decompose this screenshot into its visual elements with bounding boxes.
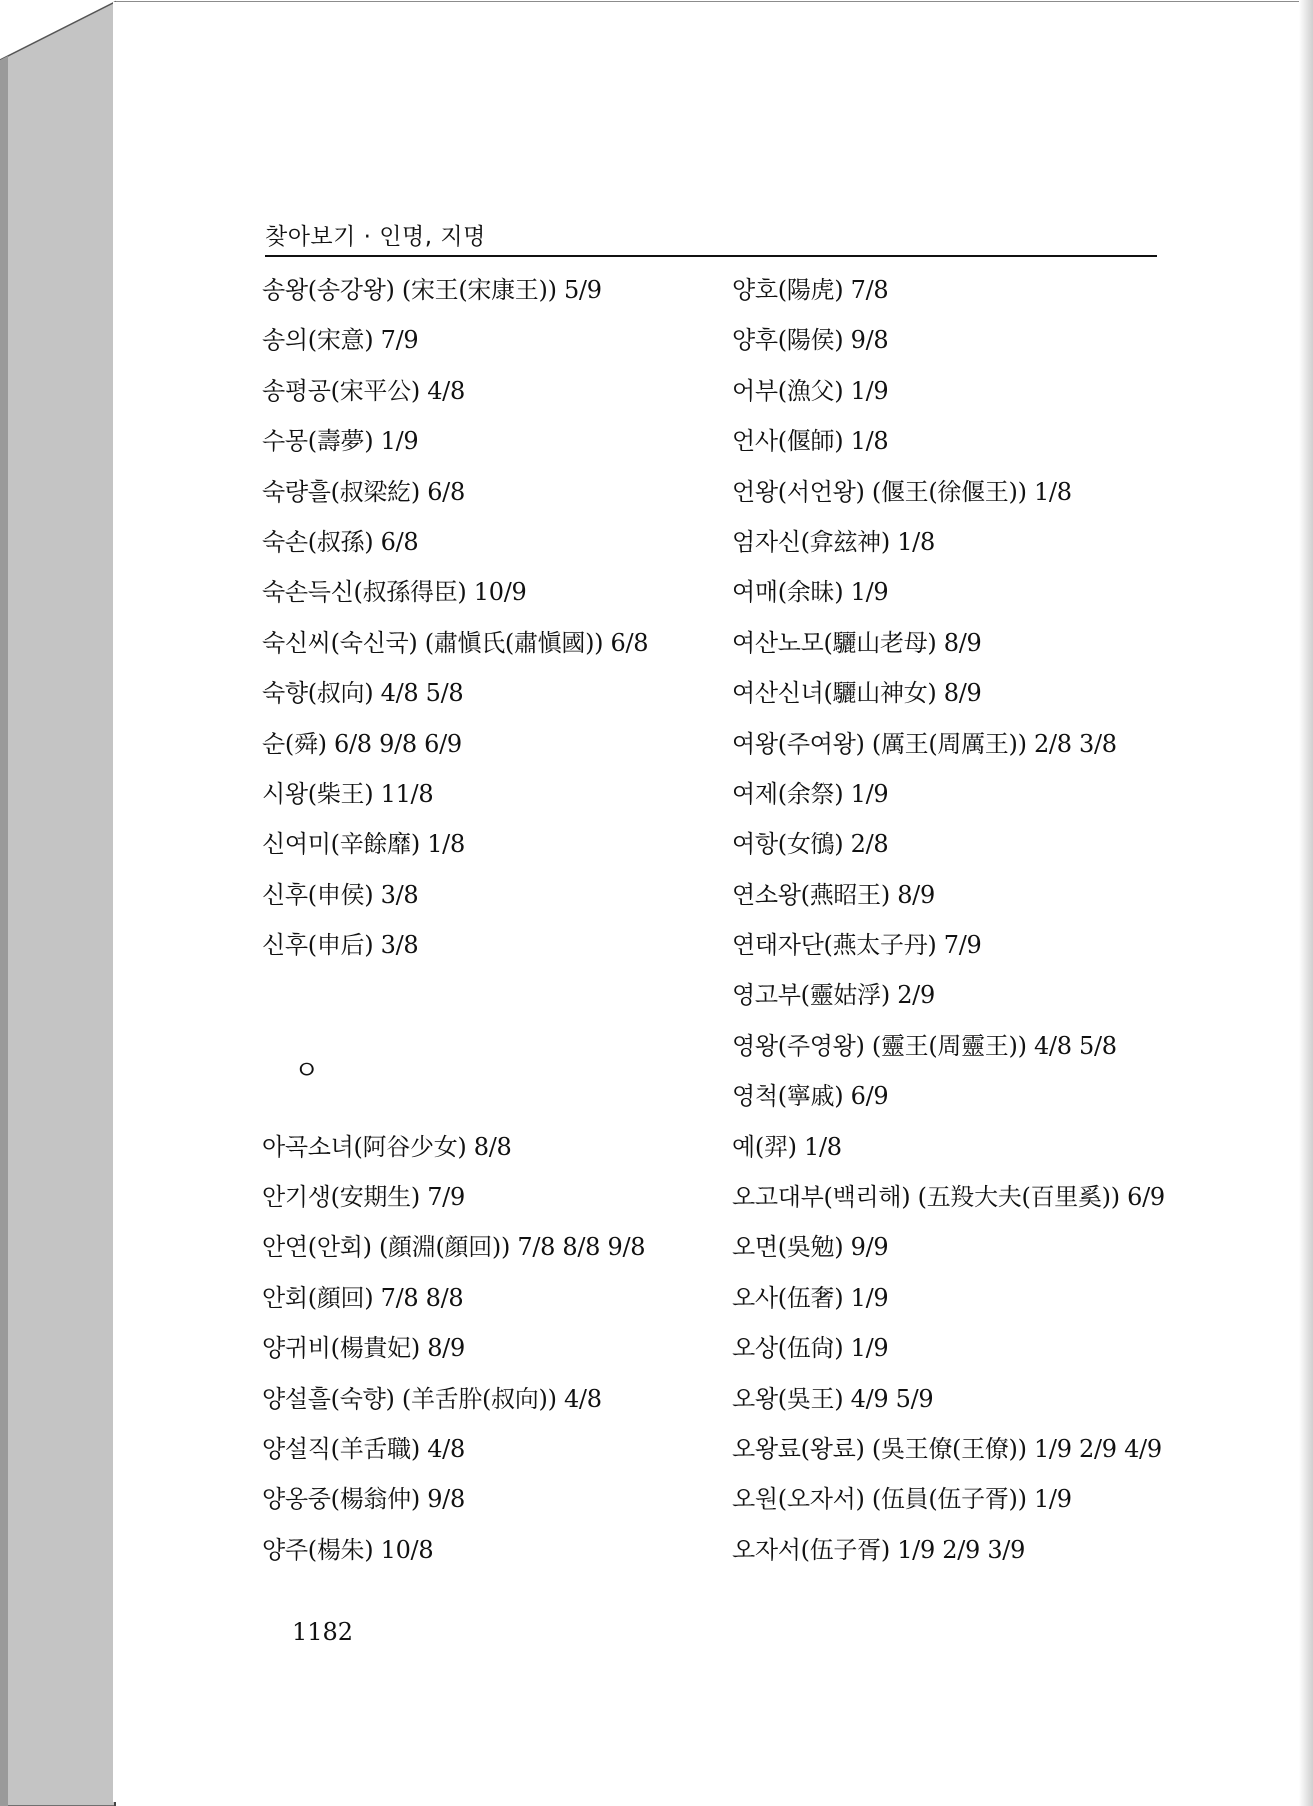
index-entry: 여산신녀(驪山神女) 8/9 <box>732 679 982 708</box>
index-entry: 송의(宋意) 7/9 <box>262 326 419 355</box>
index-entry: 숙량흘(叔梁紇) 6/8 <box>262 477 465 506</box>
index-entry: 어부(漁父) 1/9 <box>732 376 889 405</box>
index-entry: 예(羿) 1/8 <box>732 1132 842 1161</box>
index-entry: 오고대부(백리해) (五羖大夫(百里奚)) 6/9 <box>732 1183 1165 1212</box>
index-entry: 오자서(伍子胥) 1/9 2/9 3/9 <box>732 1535 1026 1564</box>
index-entry: 오사(伍奢) 1/9 <box>732 1283 889 1312</box>
index-entry: 수몽(壽夢) 1/9 <box>262 427 419 456</box>
index-entry: 양귀비(楊貴妃) 8/9 <box>262 1334 465 1363</box>
index-entry: 영왕(주영왕) (靈王(周靈王)) 4/8 5/8 <box>732 1031 1117 1060</box>
index-entry: 안연(안회) (顔淵(顔回)) 7/8 8/8 9/8 <box>262 1233 646 1262</box>
index-entry: 송왕(송강왕) (宋王(宋康王)) 5/9 <box>262 276 602 304</box>
index-entry: 오면(吳勉) 9/9 <box>732 1233 889 1262</box>
index-entry: 여산노모(驪山老母) 8/9 <box>732 628 982 657</box>
index-entry: 양호(陽虎) 7/8 <box>732 276 889 304</box>
index-entry: 양주(楊朱) 10/8 <box>262 1535 434 1564</box>
index-column-left <box>262 265 702 1575</box>
index-entry: 안회(顔回) 7/8 8/8 <box>262 1283 464 1312</box>
index-entry: 숙손득신(叔孫得臣) 10/9 <box>262 578 527 607</box>
page-edge-shadow <box>1299 0 1313 1806</box>
index-entry: 연태자단(燕太子丹) 7/9 <box>732 931 982 960</box>
index-entry: 양설흘(숙향) (羊舌肸(叔向)) 4/8 <box>262 1384 602 1413</box>
page-number: 1182 <box>292 1618 354 1646</box>
index-entry: 양옹중(楊翁仲) 9/8 <box>262 1485 465 1514</box>
index-entry: 여제(余祭) 1/9 <box>732 779 889 808</box>
running-header <box>265 218 1157 257</box>
index-entry: 숙손(叔孫) 6/8 <box>262 527 419 556</box>
index-entry: 순(舜) 6/8 9/8 6/9 <box>262 729 462 758</box>
header-title: 찾아보기 · 인명, 지명 <box>265 224 486 250</box>
index-column-right <box>732 265 1172 1575</box>
index-entry: 오왕(吳王) 4/9 5/9 <box>732 1384 934 1413</box>
index-entry: 양설직(羊舌職) 4/8 <box>262 1435 465 1463</box>
index-entry: 엄자신(弇玆神) 1/8 <box>732 527 935 556</box>
index-entry: 양후(陽侯) 9/8 <box>732 326 889 355</box>
index-entry: 숙신씨(숙신국) (肅愼氏(肅愼國)) 6/8 <box>262 628 649 657</box>
section-spacer <box>262 970 702 1020</box>
index-entry: 여항(女鴴) 2/8 <box>732 830 889 859</box>
index-entry: 아곡소녀(阿谷少女) 8/8 <box>262 1132 512 1161</box>
index-entry: 시왕(柴王) 11/8 <box>262 779 434 808</box>
index-entry: 여왕(주여왕) (厲王(周厲王)) 2/8 3/8 <box>732 729 1117 758</box>
index-entry: 안기생(安期生) 7/9 <box>262 1183 465 1212</box>
index-entry: 연소왕(燕昭王) 8/9 <box>732 880 935 909</box>
index-entry: 여매(余昧) 1/9 <box>732 578 889 607</box>
index-entry: 신후(申后) 3/8 <box>262 931 419 960</box>
index-entry: 숙향(叔向) 4/8 5/8 <box>262 679 464 708</box>
index-entry: 오왕료(왕료) (吳王僚(王僚)) 1/9 2/9 4/9 <box>732 1434 1162 1463</box>
index-entry: 영척(寧戚) 6/9 <box>732 1082 889 1111</box>
index-entry: 오상(伍尙) 1/9 <box>732 1334 889 1363</box>
index-entry: 오원(오자서) (伍員(伍子胥)) 1/9 <box>732 1485 1072 1514</box>
index-entry: 송평공(宋平公) 4/8 <box>262 376 465 405</box>
index-entry: 신여미(辛餘靡) 1/8 <box>262 830 465 859</box>
index-entry: 영고부(靈姑浮) 2/9 <box>732 981 935 1010</box>
section-letter: ㅇ <box>294 1055 320 1086</box>
index-entry: 언왕(서언왕) (偃王(徐偃王)) 1/8 <box>732 477 1072 506</box>
index-entry: 언사(偃師) 1/8 <box>732 427 889 456</box>
index-entry: 신후(申侯) 3/8 <box>262 880 419 909</box>
